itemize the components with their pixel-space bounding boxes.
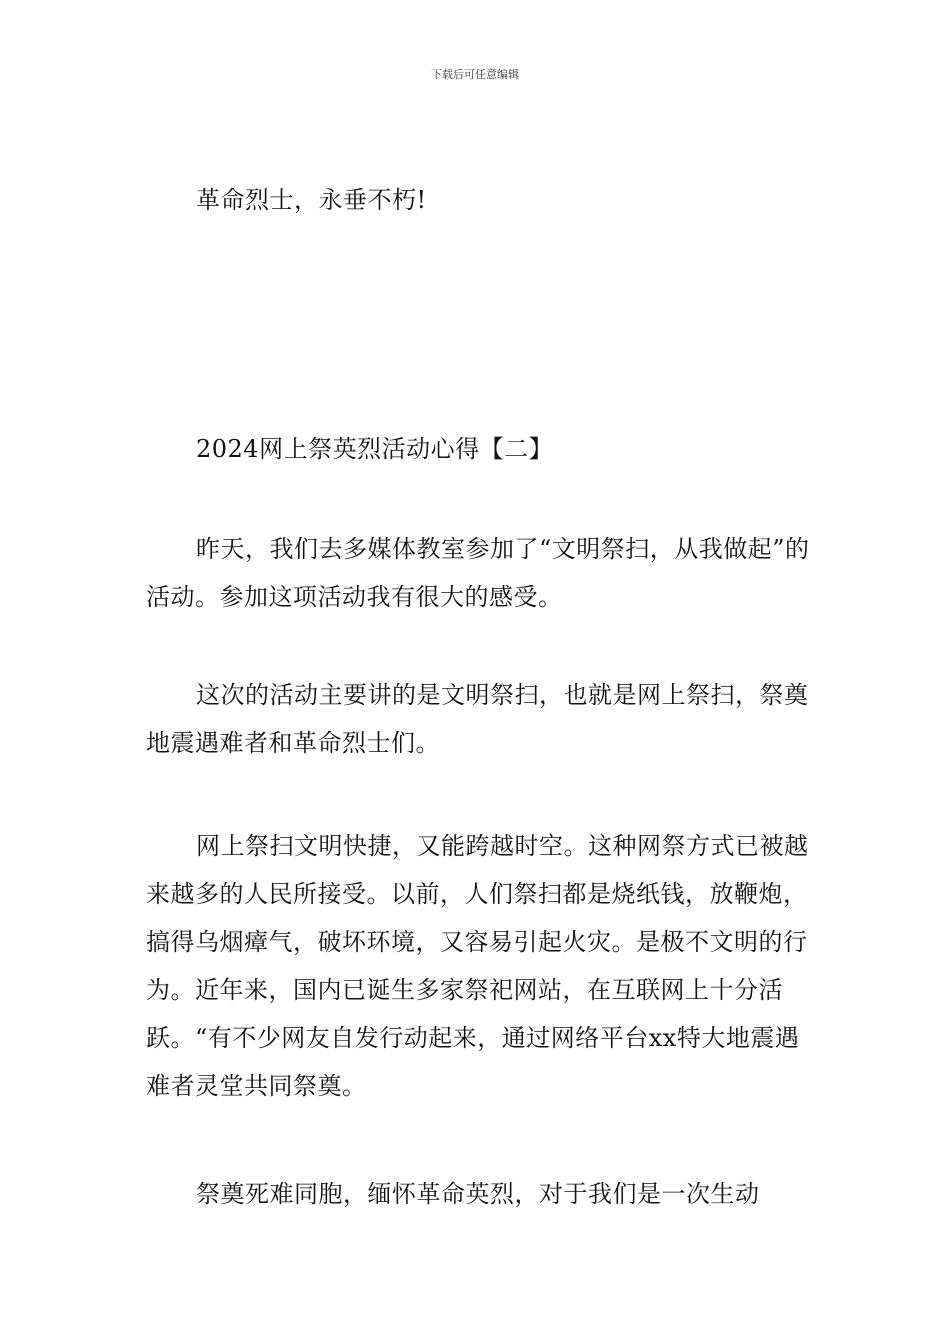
paragraph-2: 这次的活动主要讲的是文明祭扫，也就是网上祭扫，祭奠地震遇难者和革命烈士们。 <box>146 681 809 757</box>
section-title: 2024网上祭英烈活动心得【二】 <box>196 435 554 463</box>
paragraph-4: 祭奠死难同胞，缅怀革命英烈，对于我们是一次生动 <box>196 1180 760 1208</box>
memorial-line: 革命烈士，永垂不朽! <box>196 186 427 214</box>
page-header-note: 下载后可任意编辑 <box>431 68 519 81</box>
paragraph-3: 网上祭扫文明快捷，又能跨越时空。这种网祭方式已被越来越多的人民所接受。以前，人们祭扫都是烧纸钱，放鞭炮，搞得乌烟瘴气，破坏环境，又容易引起火灾。是极不文明的行为。近年来，国内已诞生多家祭祀网站，在互联网上十分活跃。“有不少网友自发行动起来，通过网络平台xx特大地震遇难者灵堂共同祭奠。 <box>146 832 809 1100</box>
paragraph-1: 昨天，我们去多媒体教室参加了“文明祭扫，从我做起”的活动。参加这项活动我有很大的感受。 <box>146 535 810 611</box>
